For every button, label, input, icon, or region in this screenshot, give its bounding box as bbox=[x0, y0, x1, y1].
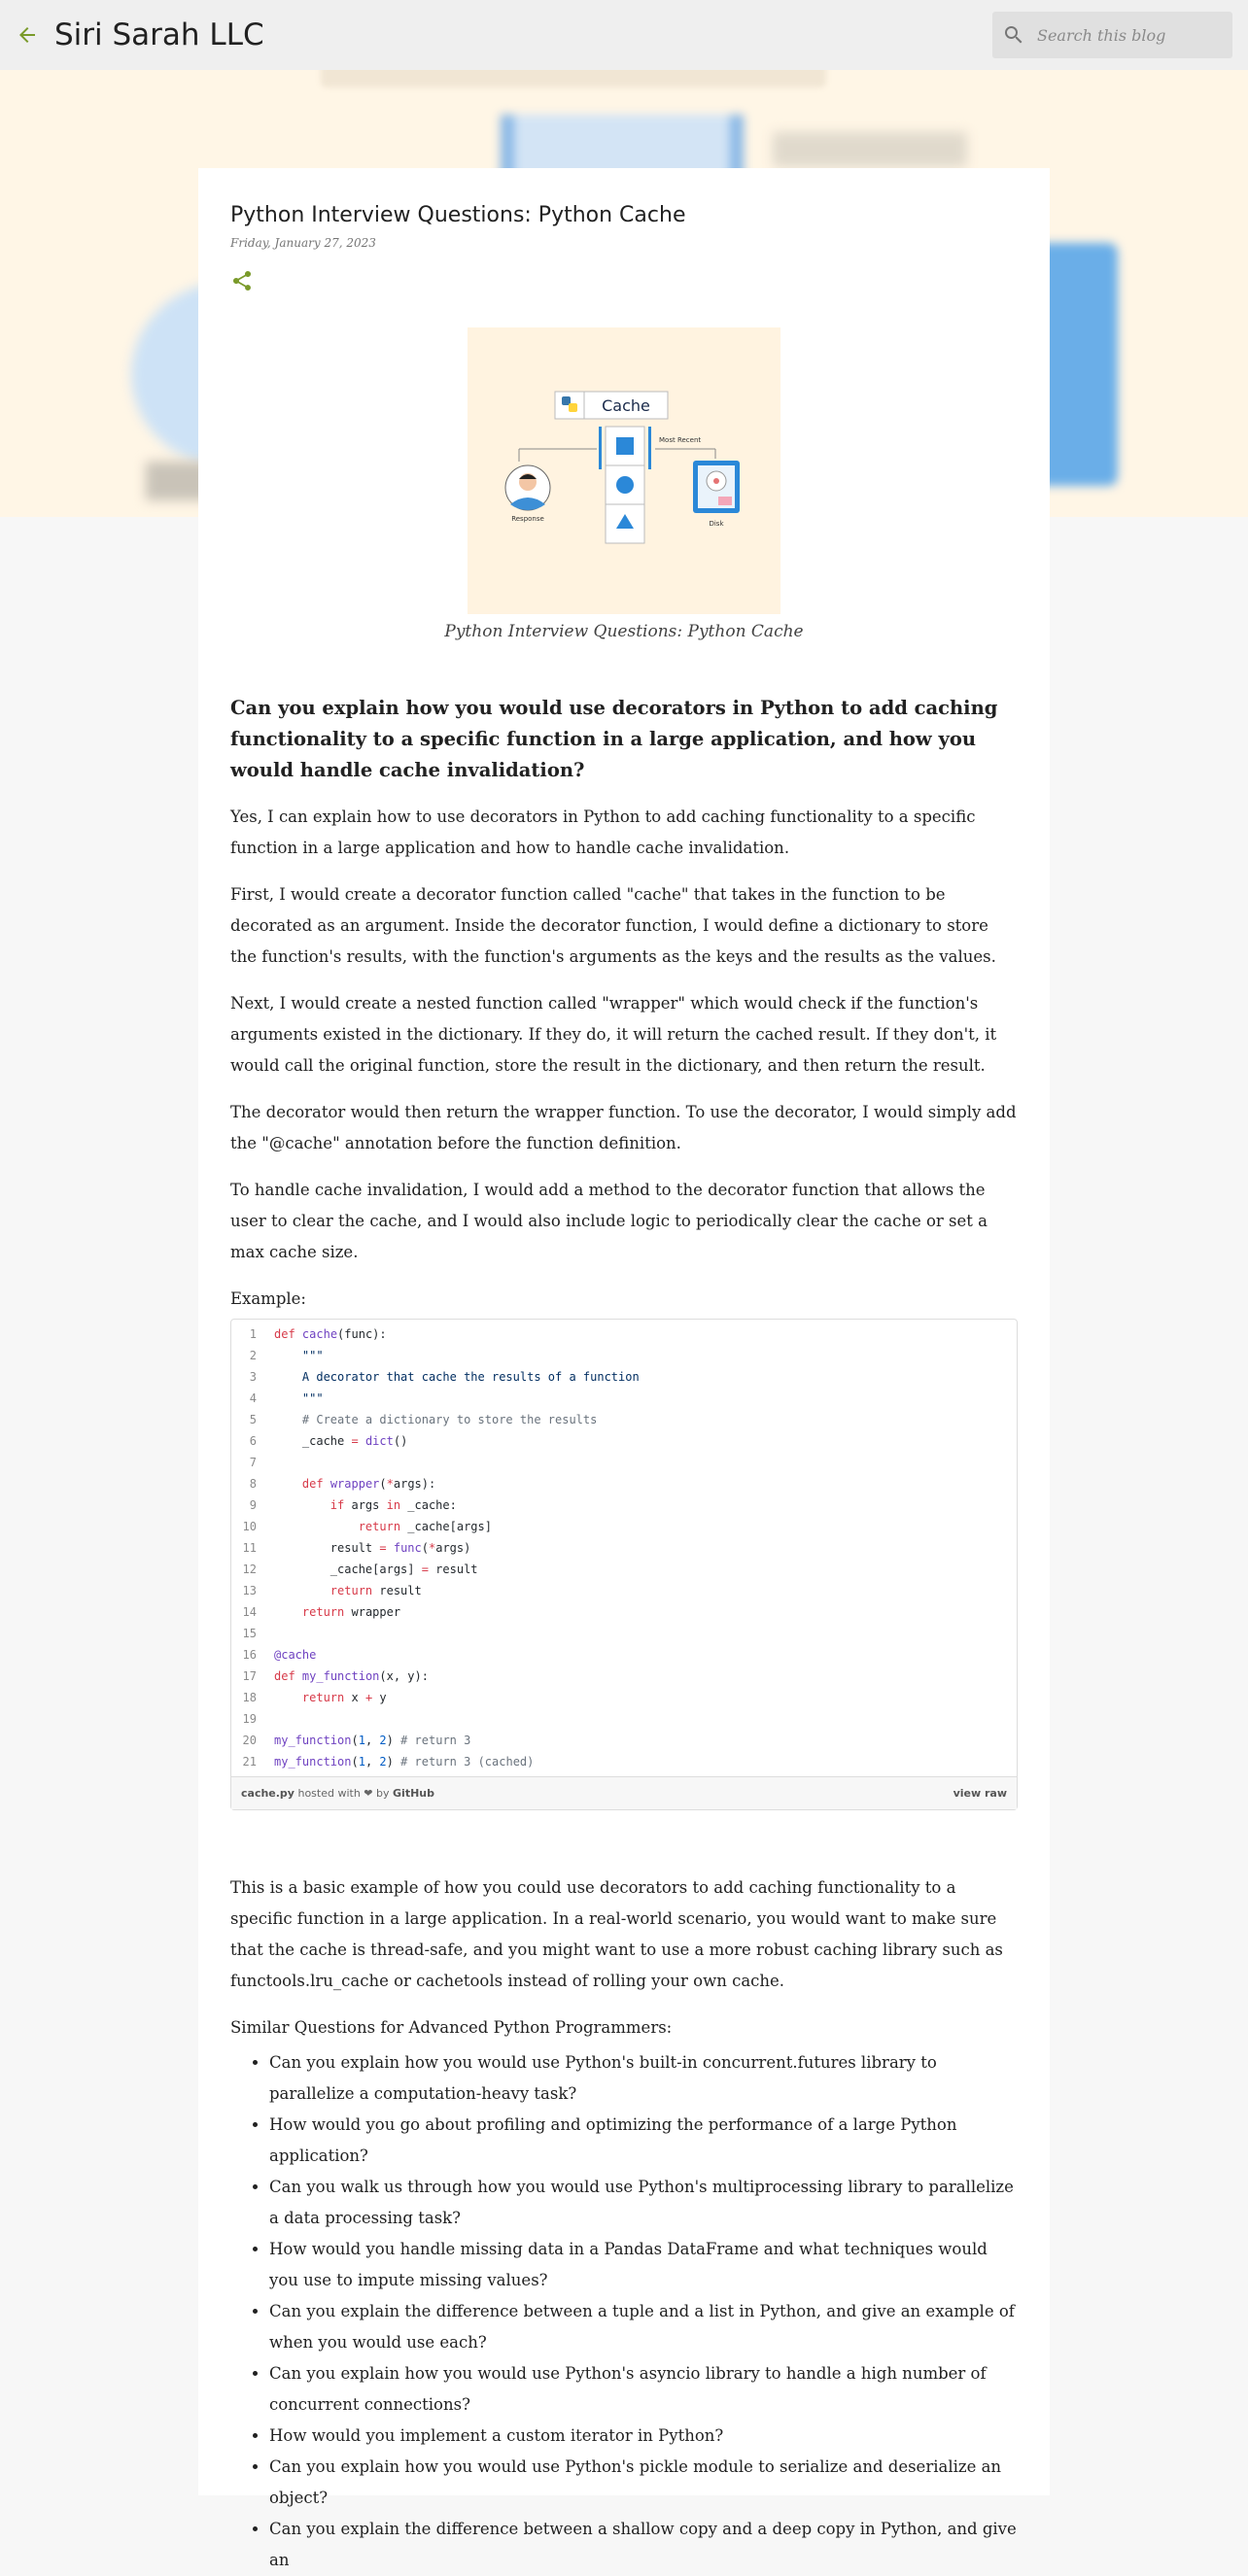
example-label: Example: bbox=[230, 1289, 306, 1308]
person-avatar-icon bbox=[505, 465, 550, 510]
list-item: • Can you walk us through how you would use Python's multiprocessing library to parallelize a data processing task? bbox=[269, 2172, 1018, 2234]
list-item: • Can you explain how you would use Python's asyncio library to handle a high number of concurrent connections? bbox=[269, 2358, 1018, 2421]
post-card bbox=[198, 168, 1050, 2569]
list-item: • How would you go about profiling and optimizing the performance of a large Python application? bbox=[269, 2110, 1018, 2172]
paragraph: Next, I would create a nested function called "wrapper" which would check if the function's arguments existed in the dictionary. If they do, it will return the cached result. If they don't, it would call the original function, store the result in the dictionary, and then return the result. bbox=[230, 994, 997, 1075]
paragraph: Yes, I can explain how to use decorators in Python to add caching functionality to a specific function in a large application and how to handle cache invalidation. bbox=[230, 807, 976, 857]
paragraph: To handle cache invalidation, I would add a method to the decorator function that allows the user to clear the cache, and I would also include logic to periodically clear the cache or set a max cache size. bbox=[230, 1181, 988, 1261]
paragraph: First, I would create a decorator function called "cache" that takes in the function to be decorated as an argument. Inside the decorator function, I would define a dictionary to store the function's results, with the function's arguments as the keys and the results as the values. bbox=[230, 885, 996, 966]
figure-title: Cache bbox=[602, 396, 650, 415]
blog-title[interactable]: Siri Sarah LLC bbox=[54, 17, 264, 52]
list-item: • How would you implement a custom iterator in Python? bbox=[269, 2421, 1018, 2452]
paragraph: This is a basic example of how you could use decorators to add caching functionality to a specific function in a large application. In a real-world scenario, you would want to make sure that the cache is thread-safe, and you might want to use a more robust caching library such as functools.lru_cache or cachetools instead of rolling your own cache. bbox=[230, 1878, 1003, 1990]
questions-list bbox=[230, 2047, 1018, 2576]
search-icon[interactable] bbox=[1002, 23, 1025, 47]
label-response: Response bbox=[511, 515, 544, 523]
share-icon[interactable] bbox=[230, 269, 254, 292]
question-heading: Can you explain how you would use decorators in Python to add caching functionality to a specific function in a large application, and how you would handle cache invalidation? bbox=[230, 697, 998, 781]
post-body bbox=[230, 693, 1018, 2576]
search-box[interactable] bbox=[992, 12, 1232, 58]
gist-filename-link[interactable]: cache.py bbox=[241, 1786, 295, 1800]
arrow-left-icon[interactable] bbox=[16, 23, 39, 47]
similar-questions-label: Similar Questions for Advanced Python Programmers: bbox=[230, 2018, 673, 2037]
post-figure[interactable] bbox=[468, 327, 780, 614]
label-most-recent: Most Recent bbox=[659, 436, 702, 444]
figure-caption: Python Interview Questions: Python Cache bbox=[444, 622, 804, 641]
list-item: • Can you explain how you would use Python's built-in concurrent.futures library to parallelize a computation-heavy task? bbox=[269, 2047, 1018, 2110]
post-date[interactable]: Friday, January 27, 2023 bbox=[230, 236, 376, 250]
gist-meta-bar bbox=[231, 1776, 1017, 1809]
github-link[interactable]: GitHub bbox=[393, 1786, 434, 1800]
gist-hosted-text: hosted with ❤ by bbox=[297, 1786, 390, 1800]
search-input[interactable] bbox=[1037, 23, 1222, 47]
view-raw-link[interactable]: view raw bbox=[953, 1786, 1007, 1800]
label-disk: Disk bbox=[709, 520, 724, 528]
list-item: • Can you explain the difference between a shallow copy and a deep copy in Python, and give an bbox=[269, 2514, 1018, 2576]
list-item: • Can you explain the difference between a tuple and a list in Python, and give an example of when you would use each? bbox=[269, 2296, 1018, 2358]
top-bar bbox=[0, 0, 1248, 70]
list-item: • Can you explain how you would use Python's pickle module to serialize and deserialize an object? bbox=[269, 2452, 1018, 2514]
post-title[interactable]: Python Interview Questions: Python Cache bbox=[230, 203, 686, 227]
paragraph: The decorator would then return the wrapper function. To use the decorator, I would simply add the "@cache" annotation before the function definition. bbox=[230, 1103, 1017, 1152]
disk-icon bbox=[693, 461, 740, 513]
list-item: • How would you handle missing data in a Pandas DataFrame and what techniques would you use to impute missing values? bbox=[269, 2234, 1018, 2296]
code-block[interactable]: 1 def cache(func): 2 """ 3 A decorator that cache the results of a function 4 """ 5 # Create a dictionary to store the results 6 _cache = dict() 7 8 def wrapper(*args): 9 if args in _cache: 10 return _cache[args] 11 result = func(*args) 12 _cache[args] = result 13 return result 14 return wrapper 15 16 @cache 17 def my_function(x, y): 18 return x + y 19 20 my_function(1, 2) # return 3 21 my_function(1, 2) # return 3 (cached) bbox=[242, 1327, 640, 1769]
code-gist bbox=[230, 1319, 1018, 1810]
